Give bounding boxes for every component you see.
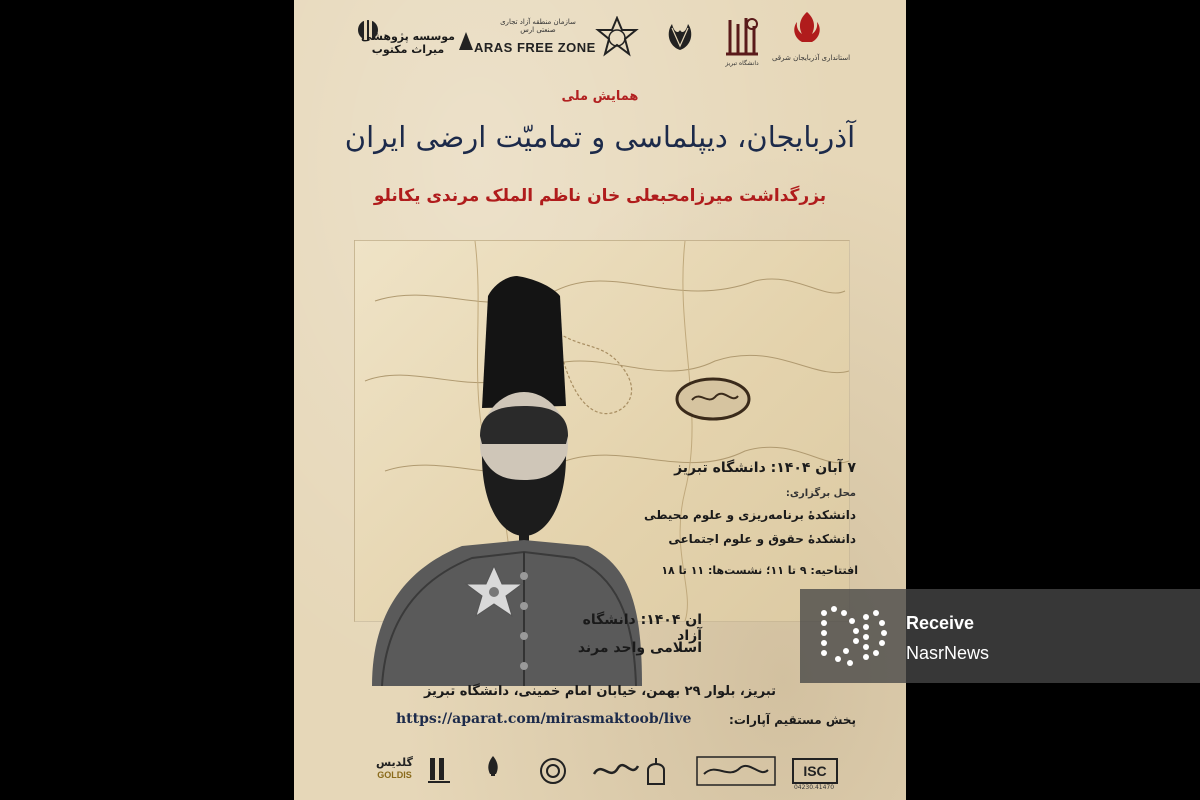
calligraphy-logo-icon [590,754,642,788]
isc-logo: ISC [792,758,838,784]
watermark-receive: Receive [906,613,975,633]
aras-name: ARAS FREE ZONE [474,40,596,55]
event2-venue: اسلامی واحد مرند [577,640,702,656]
isc-number: 04230.41470 [793,784,835,791]
venue-line-2: دانشکدهٔ حقوق و علوم اجتماعی [668,532,856,546]
emblem-small-icon [480,754,506,784]
conference-title: آذربایجان، دیپلماسی و تمامیّت ارضی ایران [344,120,856,154]
foundation-logo-icon [696,756,776,786]
peacock-logo-icon [662,18,698,54]
publisher-logo-icon [426,754,452,788]
goldis-fa-label: گلدیس [376,756,413,769]
conference-kicker: همایش ملی [561,89,639,104]
goldis-logo [376,756,413,782]
watermark-brand: NasrNews [906,643,990,663]
event-address: تبریز، بلوار ۲۹ بهمن، خیابان امام خمینی، دانشگاه تبریز [423,684,777,699]
rosette-logo-icon [538,756,568,786]
aras-caption: سازمان منطقه آزاد تجاری صنعتی ارس [500,18,576,34]
venue-label: محل برگزاری: [785,488,856,499]
dome-logo-icon [644,754,668,788]
seal-stamp-icon [674,376,752,422]
nasrnews-logo-icon [806,599,894,673]
event2-date-place: ان ۱۴۰۴: دانشگاه آزاد [582,612,702,644]
news-watermark [800,589,1200,683]
university-caption: دانشگاه تبریز [725,60,759,67]
conference-subtitle: بزرگداشت میرزامحبعلی خان ناظم الملک مرندی یکانلو [373,186,827,206]
star-logo-icon [594,16,640,62]
broadcast-label: پخش مستقیم آپارات: [729,713,856,727]
venue-line-1: دانشکدهٔ برنامه‌ریزی و علوم محیطی [644,508,856,522]
emblem-caption: استانداری آذربایجان شرقی [771,54,851,62]
goldis-en-label: GOLDIS [377,770,412,780]
institute-name: موسسه پژوهشی میراث مکتوب [361,30,455,56]
iran-emblem-icon [786,8,828,50]
broadcast-link[interactable]: https://aparat.com/mirasmaktoob/live [396,711,692,727]
event-schedule: افتتاحیه: ۹ تا ۱۱؛ نشست‌ها: ۱۱ تا ۱۸ [661,564,858,577]
university-logo-icon [722,14,762,64]
event1-date-place: ۷ آبان ۱۴۰۴: دانشگاه تبریز [674,460,856,476]
